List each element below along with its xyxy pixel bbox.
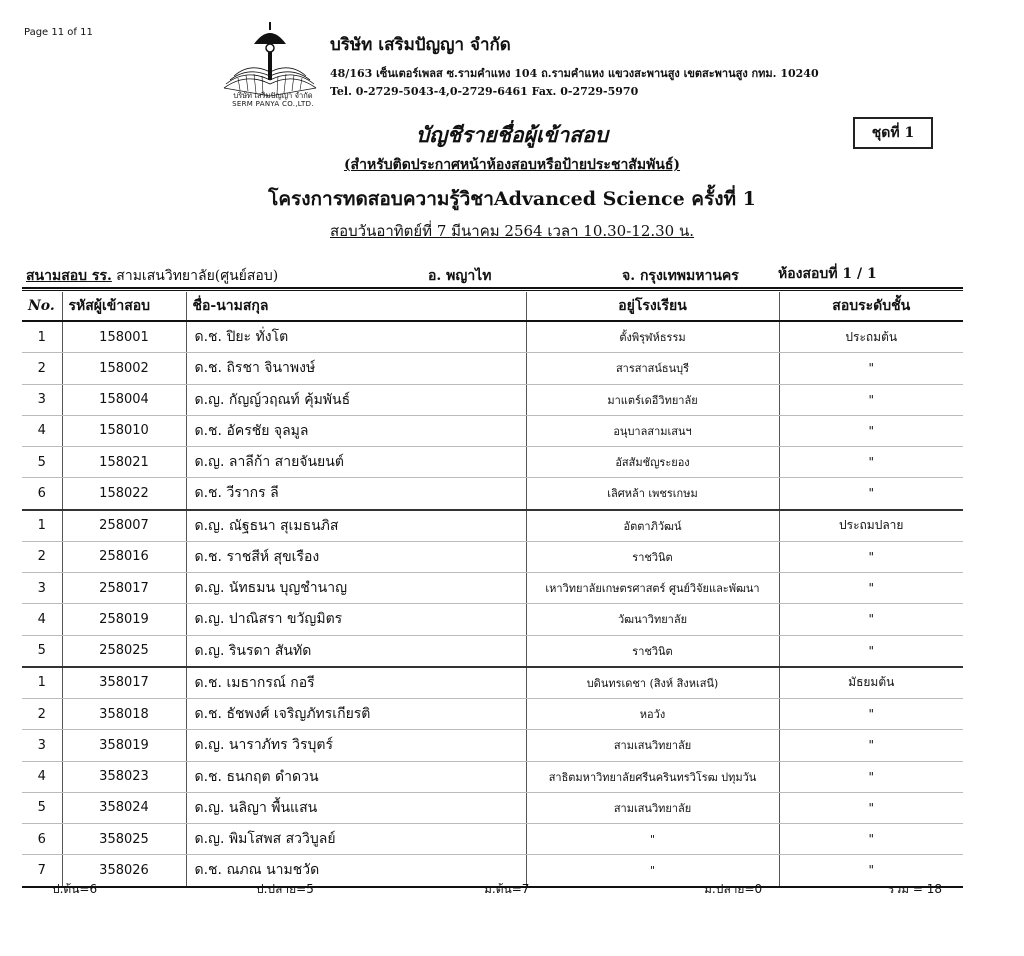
header-name: ชื่อ-นามสกุล: [186, 292, 526, 321]
company-phone: Tel. 0-2729-5043-4,0-2729-6461 Fax. 0-2729-5970: [330, 85, 639, 98]
row-id: 158004: [62, 384, 186, 415]
table-row: [22, 384, 963, 415]
table-top-rule-thin: [22, 290, 963, 291]
table-row: [22, 321, 963, 353]
row-id: 158010: [62, 415, 186, 446]
summary-m-plai: ม.ปลาย=0: [704, 882, 763, 896]
row-level: ": [779, 855, 963, 887]
table-row: [22, 415, 963, 446]
row-level: ": [779, 635, 963, 667]
summary-total: รวม = 18: [888, 882, 943, 896]
row-no: 3: [22, 730, 62, 761]
row-no: 1: [22, 667, 62, 699]
exam-date: สอบวันอาทิตย์ที่ 7 มีนาคม 2564 เวลา 10.30-12.30 น.: [329, 222, 695, 240]
row-school: อัตตาภิวัฒน์: [526, 510, 779, 542]
row-no: 5: [22, 447, 62, 478]
row-level: ": [779, 384, 963, 415]
table-row: [22, 604, 963, 635]
row-id: 258019: [62, 604, 186, 635]
summary-p-plai: ป.ปลาย=5: [256, 882, 314, 896]
row-school: วัฒนาวิทยาลัย: [526, 604, 779, 635]
venue-label: สนามสอบ รร.: [26, 268, 112, 284]
row-id: 158022: [62, 478, 186, 510]
row-name: ด.ญ. นัทธมน บุญชำนาญ: [186, 573, 526, 604]
row-id: 258025: [62, 635, 186, 667]
row-name: ด.ญ. ลาลีก้า สายจันยนต์: [186, 447, 526, 478]
row-name: ด.ญ. รินรดา สันทัด: [186, 635, 526, 667]
table-top-rule: [22, 287, 963, 289]
row-level: ": [779, 447, 963, 478]
table-row: [22, 573, 963, 604]
row-id: 258016: [62, 541, 186, 572]
row-level: ": [779, 699, 963, 730]
row-no: 2: [22, 541, 62, 572]
logo-caption-english: SERM PANYA CO.,LTD.: [232, 100, 314, 108]
row-id: 158001: [62, 321, 186, 353]
table-row: [22, 510, 963, 542]
row-school: สามเสนวิทยาลัย: [526, 792, 779, 823]
row-school: อัสสัมชัญระยอง: [526, 447, 779, 478]
document-subtitle: (สำหรับติดประกาศหน้าห้องสอบหรือป้ายประชาสัมพันธ์): [343, 157, 681, 173]
set-number-badge: ชุดที่ 1: [853, 117, 933, 149]
document-title: บัญชีรายชื่อผู้เข้าสอบ: [415, 122, 609, 147]
row-level: ": [779, 604, 963, 635]
row-name: ด.ช. วีรากร ลี: [186, 478, 526, 510]
table-row: [22, 761, 963, 792]
table-row: [22, 447, 963, 478]
row-name: ด.ญ. พิมโสพส สววิบูลย์: [186, 824, 526, 855]
row-level: มัธยมต้น: [779, 667, 963, 699]
row-school: สามเสนวิทยาลัย: [526, 730, 779, 761]
row-level: ประถมต้น: [779, 321, 963, 353]
row-level: ": [779, 824, 963, 855]
row-school: เหาวิทยาลัยเกษตรศาสตร์ ศูนย์วิจัยและพัฒนา: [526, 573, 779, 604]
table-row: [22, 353, 963, 384]
row-no: 1: [22, 321, 62, 353]
row-no: 1: [22, 510, 62, 542]
row-school: บดินทรเดชา (สิงห์ สิงหเสนี): [526, 667, 779, 699]
row-no: 2: [22, 699, 62, 730]
table-row: [22, 635, 963, 667]
row-id: 158021: [62, 447, 186, 478]
table-row: [22, 541, 963, 572]
table-header-row: [22, 292, 963, 321]
exam-room: ห้องสอบที่ 1 / 1: [778, 266, 877, 282]
summary-m-ton: ม.ต้น=7: [484, 882, 530, 896]
row-no: 5: [22, 635, 62, 667]
row-id: 358019: [62, 730, 186, 761]
header-no: No.: [22, 292, 62, 321]
row-name: ด.ช. ธัชพงศ์ เจริญภัทรเกียรติ: [186, 699, 526, 730]
row-no: 3: [22, 573, 62, 604]
venue-province: จ. กรุงเทพมหานคร: [622, 268, 739, 284]
venue-district: อ. พญาไท: [428, 268, 492, 284]
table-row: [22, 478, 963, 510]
row-school: หอวัง: [526, 699, 779, 730]
summary-p-ton: ป.ต้น=6: [52, 882, 98, 896]
row-level: ": [779, 541, 963, 572]
row-no: 2: [22, 353, 62, 384]
header-school: อยู่โรงเรียน: [526, 292, 779, 321]
row-level: ": [779, 478, 963, 510]
venue: [26, 265, 278, 287]
row-id: 358018: [62, 699, 186, 730]
row-id: 358024: [62, 792, 186, 823]
row-level: ": [779, 792, 963, 823]
header-level: สอบระดับชั้น: [779, 292, 963, 321]
table-row: [22, 792, 963, 823]
row-level: ": [779, 415, 963, 446]
row-name: ด.ช. อัครชัย จุลมูล: [186, 415, 526, 446]
row-school: ราชวินิต: [526, 635, 779, 667]
row-no: 5: [22, 792, 62, 823]
row-school: ": [526, 855, 779, 887]
row-name: ด.ญ. กัญญ์วฤณท์ คุ้มพันธ์: [186, 384, 526, 415]
row-id: 258017: [62, 573, 186, 604]
row-name: ด.ญ. นลิญา พื้นแสน: [186, 792, 526, 823]
row-school: ตั้งพิรุฬห์ธรรม: [526, 321, 779, 353]
header-candidate-id: รหัสผู้เข้าสอบ: [62, 292, 186, 321]
company-name: บริษัท เสริมปัญญา จำกัด: [330, 35, 511, 55]
table-row: [22, 667, 963, 699]
row-level: ": [779, 730, 963, 761]
row-id: 258007: [62, 510, 186, 542]
row-no: 4: [22, 761, 62, 792]
row-level: ประถมปลาย: [779, 510, 963, 542]
venue-name: สามเสนวิทยาลัย(ศูนย์สอบ): [111, 268, 279, 284]
company-address: 48/163 เซ็นเตอร์เพลส ซ.รามคำแหง 104 ถ.รามคำแหง แขวงสะพานสูง เขตสะพานสูง กทม. 10240: [330, 67, 819, 80]
row-no: 6: [22, 824, 62, 855]
row-school: อนุบาลสามเสนฯ: [526, 415, 779, 446]
row-id: 358023: [62, 761, 186, 792]
candidate-table: [22, 292, 963, 888]
table-row: [22, 699, 963, 730]
row-id: 358017: [62, 667, 186, 699]
row-name: ด.ช. ณภณ นามชวัด: [186, 855, 526, 887]
table-row: [22, 824, 963, 855]
row-level: ": [779, 353, 963, 384]
row-name: ด.ญ. นาราภัทร วิรบุตร์: [186, 730, 526, 761]
row-school: เลิศหล้า เพชรเกษม: [526, 478, 779, 510]
row-level: ": [779, 761, 963, 792]
row-no: 4: [22, 415, 62, 446]
row-no: 7: [22, 855, 62, 887]
row-name: ด.ช. ราชสีห์ สุขเรือง: [186, 541, 526, 572]
row-school: ": [526, 824, 779, 855]
row-name: ด.ช. เมธากรณ์ กอรี: [186, 667, 526, 699]
row-id: 358025: [62, 824, 186, 855]
row-name: ด.ช. ปิยะ ทั่งโต: [186, 321, 526, 353]
row-school: ราชวินิต: [526, 541, 779, 572]
row-name: ด.ช. ถิรชา จินาพงษ์: [186, 353, 526, 384]
row-school: มาแตร์เดอีวิทยาลัย: [526, 384, 779, 415]
page-number: Page 11 of 11: [24, 27, 93, 38]
row-no: 4: [22, 604, 62, 635]
row-id: 158002: [62, 353, 186, 384]
logo-caption-thai: บริษัท เสริมปัญญา จำกัด: [233, 91, 313, 100]
row-name: ด.ญ. ปาณิสรา ขวัญมิตร: [186, 604, 526, 635]
row-no: 3: [22, 384, 62, 415]
row-name: ด.ญ. ณัฐธนา สุเมธนภิส: [186, 510, 526, 542]
row-school: สารสาสน์ธนบุรี: [526, 353, 779, 384]
row-id: 358026: [62, 855, 186, 887]
row-school: สาธิตมหาวิทยาลัยศรีนครินทรวิโรฒ ปทุมวัน: [526, 761, 779, 792]
project-title: โครงการทดสอบความรู้วิชาAdvanced Science ครั้งที่ 1: [268, 188, 756, 210]
row-name: ด.ช. ธนกฤต ดำดวน: [186, 761, 526, 792]
row-level: ": [779, 573, 963, 604]
table-row: [22, 730, 963, 761]
row-no: 6: [22, 478, 62, 510]
